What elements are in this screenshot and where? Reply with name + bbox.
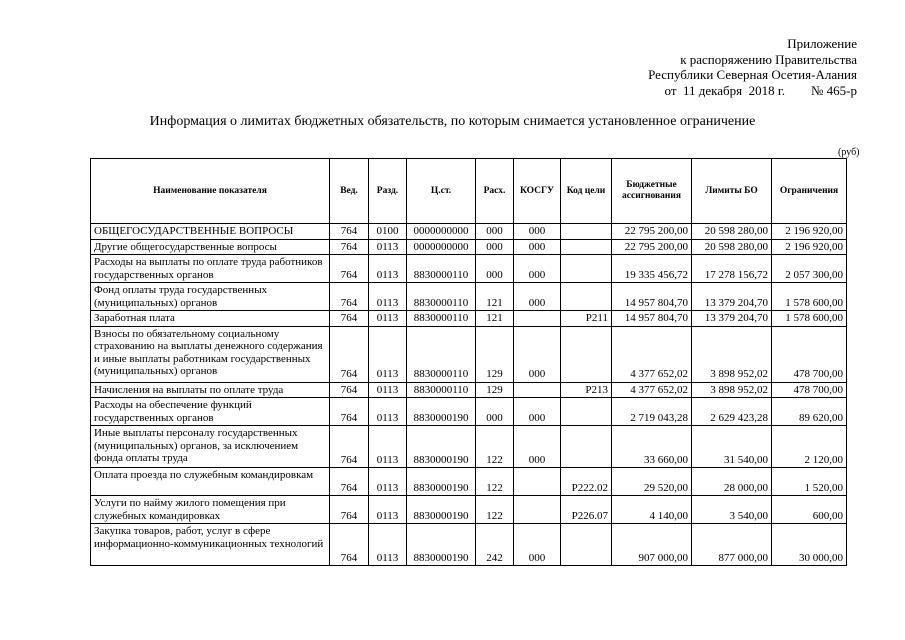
table-cell: 000 (514, 326, 561, 382)
table-row (91, 426, 847, 468)
table-cell: 13 379 204,70 (692, 311, 772, 327)
table-cell: 000 (476, 255, 514, 283)
table-cell: Р213 (561, 382, 612, 398)
table-cell: 764 (330, 398, 369, 426)
table-cell: Другие общегосударственные вопросы (91, 239, 330, 255)
table-cell: 8830000190 (407, 426, 476, 468)
column-header: Бюджетные ассигнования (612, 159, 692, 224)
table-cell: 0113 (369, 426, 407, 468)
table-cell: 764 (330, 224, 369, 240)
table-body (91, 224, 847, 566)
table-cell: 8830000110 (407, 326, 476, 382)
table-cell: Оплата проезда по служебным командировкам (91, 468, 330, 496)
table-row (91, 398, 847, 426)
table-cell: 2 719 043,28 (612, 398, 692, 426)
table-cell: 0113 (369, 255, 407, 283)
header-line: к распоряжению Правительства (680, 51, 857, 67)
table-cell: 13 379 204,70 (692, 283, 772, 311)
document-title: Информация о лимитах бюджетных обязательств, по которым снимается установленное ограничение (149, 114, 756, 129)
table-cell: 0113 (369, 468, 407, 496)
table-row (91, 496, 847, 524)
table-cell: 8830000110 (407, 255, 476, 283)
table-cell: 8830000190 (407, 496, 476, 524)
table-cell: 877 000,00 (692, 524, 772, 566)
table-cell: 764 (330, 326, 369, 382)
table-cell: 8830000110 (407, 283, 476, 311)
table-cell (561, 398, 612, 426)
table-cell: 8830000190 (407, 468, 476, 496)
table-cell: 3 898 952,02 (692, 382, 772, 398)
table-cell: 0113 (369, 326, 407, 382)
table-cell: 17 278 156,72 (692, 255, 772, 283)
table-cell (561, 524, 612, 566)
table-cell: Иные выплаты персоналу государственных (муниципальных) органов, за исключением фонда оплаты труда (91, 426, 330, 468)
table-cell: Заработная плата (91, 311, 330, 327)
table-row (91, 239, 847, 255)
table-cell: 0113 (369, 382, 407, 398)
table-cell: 1 578 600,00 (772, 311, 847, 327)
budget-limits-table (90, 158, 847, 566)
document-header (648, 36, 857, 98)
table-cell: 242 (476, 524, 514, 566)
column-header: Лимиты БО (692, 159, 772, 224)
table-cell: 4 377 652,02 (612, 382, 692, 398)
table-cell: 764 (330, 311, 369, 327)
table-cell: 3 540,00 (692, 496, 772, 524)
table-row (91, 468, 847, 496)
table-row (91, 224, 847, 240)
table-cell (514, 382, 561, 398)
table-row (91, 283, 847, 311)
table-cell: 2 629 423,28 (692, 398, 772, 426)
table-cell: 8830000110 (407, 382, 476, 398)
column-header: Ц.ст. (407, 159, 476, 224)
table-cell: 22 795 200,00 (612, 224, 692, 240)
table-cell: 89 620,00 (772, 398, 847, 426)
table-cell: 0113 (369, 496, 407, 524)
table-cell: 4 140,00 (612, 496, 692, 524)
table-cell: 600,00 (772, 496, 847, 524)
table-cell: 28 000,00 (692, 468, 772, 496)
table-cell: 764 (330, 283, 369, 311)
table-cell: ОБЩЕГОСУДАРСТВЕННЫЕ ВОПРОСЫ (91, 224, 330, 240)
table-row (91, 524, 847, 566)
table-cell: 2 057 300,00 (772, 255, 847, 283)
table-cell: 478 700,00 (772, 382, 847, 398)
column-header: Код цели (561, 159, 612, 224)
table-cell: Закупка товаров, работ, услуг в сфере информационно-коммуникационных технологий (91, 524, 330, 566)
table-cell: 478 700,00 (772, 326, 847, 382)
table-cell: 000 (514, 398, 561, 426)
table-cell: 8830000190 (407, 398, 476, 426)
column-header: Вед. (330, 159, 369, 224)
table-row (91, 255, 847, 283)
table-cell: 764 (330, 382, 369, 398)
table-cell: 22 795 200,00 (612, 239, 692, 255)
table-cell: 000 (476, 239, 514, 255)
table-cell: 1 578 600,00 (772, 283, 847, 311)
table-cell: 121 (476, 311, 514, 327)
table-cell: 4 377 652,02 (612, 326, 692, 382)
table-cell: 121 (476, 283, 514, 311)
header-line: Приложение (787, 36, 857, 51)
table-cell: 764 (330, 524, 369, 566)
table-cell (561, 426, 612, 468)
table-cell (561, 239, 612, 255)
table-cell: Услуги по найму жилого помещения при служебных командировках (91, 496, 330, 524)
table-cell: 14 957 804,70 (612, 311, 692, 327)
table-cell: 122 (476, 426, 514, 468)
table-cell: 14 957 804,70 (612, 283, 692, 311)
table-cell: 000 (514, 255, 561, 283)
table-cell: 29 520,00 (612, 468, 692, 496)
table-cell: 0113 (369, 283, 407, 311)
column-header: Расх. (476, 159, 514, 224)
table-cell: 000 (514, 224, 561, 240)
header-line: Республики Северная Осетия-Алания (648, 67, 857, 82)
table-cell: 764 (330, 239, 369, 255)
table-cell: 764 (330, 468, 369, 496)
table-cell: 20 598 280,00 (692, 224, 772, 240)
table-cell: 8830000190 (407, 524, 476, 566)
table-cell (514, 311, 561, 327)
table-cell: 764 (330, 496, 369, 524)
table-cell: Р226.07 (561, 496, 612, 524)
table-cell: 907 000,00 (612, 524, 692, 566)
table-cell: Начисления на выплаты по оплате труда (91, 382, 330, 398)
currency-unit: (руб) (838, 147, 860, 158)
column-header: Ограничения (772, 159, 847, 224)
table-cell: 19 335 456,72 (612, 255, 692, 283)
column-header: Наименование показателя (91, 159, 330, 224)
table-cell: 129 (476, 326, 514, 382)
table-cell: 129 (476, 382, 514, 398)
table-cell: 764 (330, 255, 369, 283)
table-cell: 000 (514, 283, 561, 311)
column-header: Разд. (369, 159, 407, 224)
table-cell: Р222.02 (561, 468, 612, 496)
table-cell: Расходы на обеспечение функций государственных органов (91, 398, 330, 426)
table-cell: 1 520,00 (772, 468, 847, 496)
table-cell: 0000000000 (407, 239, 476, 255)
table-cell: 2 196 920,00 (772, 239, 847, 255)
table-cell: 000 (514, 524, 561, 566)
table-cell: 20 598 280,00 (692, 239, 772, 255)
table-cell: 0113 (369, 398, 407, 426)
table-cell: 764 (330, 426, 369, 468)
table-cell: 122 (476, 496, 514, 524)
table-cell: 0100 (369, 224, 407, 240)
table-cell (514, 496, 561, 524)
table-cell: 3 898 952,02 (692, 326, 772, 382)
table-cell: 0113 (369, 311, 407, 327)
table-cell (514, 468, 561, 496)
table-cell: 2 120,00 (772, 426, 847, 468)
table-cell (561, 224, 612, 240)
table-cell: 000 (476, 224, 514, 240)
table-row (91, 311, 847, 327)
table-cell: 33 660,00 (612, 426, 692, 468)
table-cell: 0113 (369, 524, 407, 566)
table-cell: 30 000,00 (772, 524, 847, 566)
table-cell: Расходы на выплаты по оплате труда работников государственных органов (91, 255, 330, 283)
table-row (91, 326, 847, 382)
table-cell: 000 (514, 426, 561, 468)
table-cell: 8830000110 (407, 311, 476, 327)
table-cell: 31 540,00 (692, 426, 772, 468)
table-row (91, 382, 847, 398)
table-cell (561, 326, 612, 382)
table-cell: 0000000000 (407, 224, 476, 240)
table-header-row (91, 159, 847, 224)
table-cell: Фонд оплаты труда государственных (муниципальных) органов (91, 283, 330, 311)
header-line: от 11 декабря 2018 г. № 465-р (664, 82, 857, 98)
table-cell (561, 255, 612, 283)
table-cell: 000 (514, 239, 561, 255)
table-cell (561, 283, 612, 311)
column-header: КОСГУ (514, 159, 561, 224)
table-cell: 2 196 920,00 (772, 224, 847, 240)
table-cell: Р211 (561, 311, 612, 327)
table-cell: 0113 (369, 239, 407, 255)
table-cell: 122 (476, 468, 514, 496)
table-cell: 000 (476, 398, 514, 426)
table-cell: Взносы по обязательному социальному страхованию на выплаты денежного содержания и иные выплаты работникам государственных (муниципальных) органов (91, 326, 330, 382)
